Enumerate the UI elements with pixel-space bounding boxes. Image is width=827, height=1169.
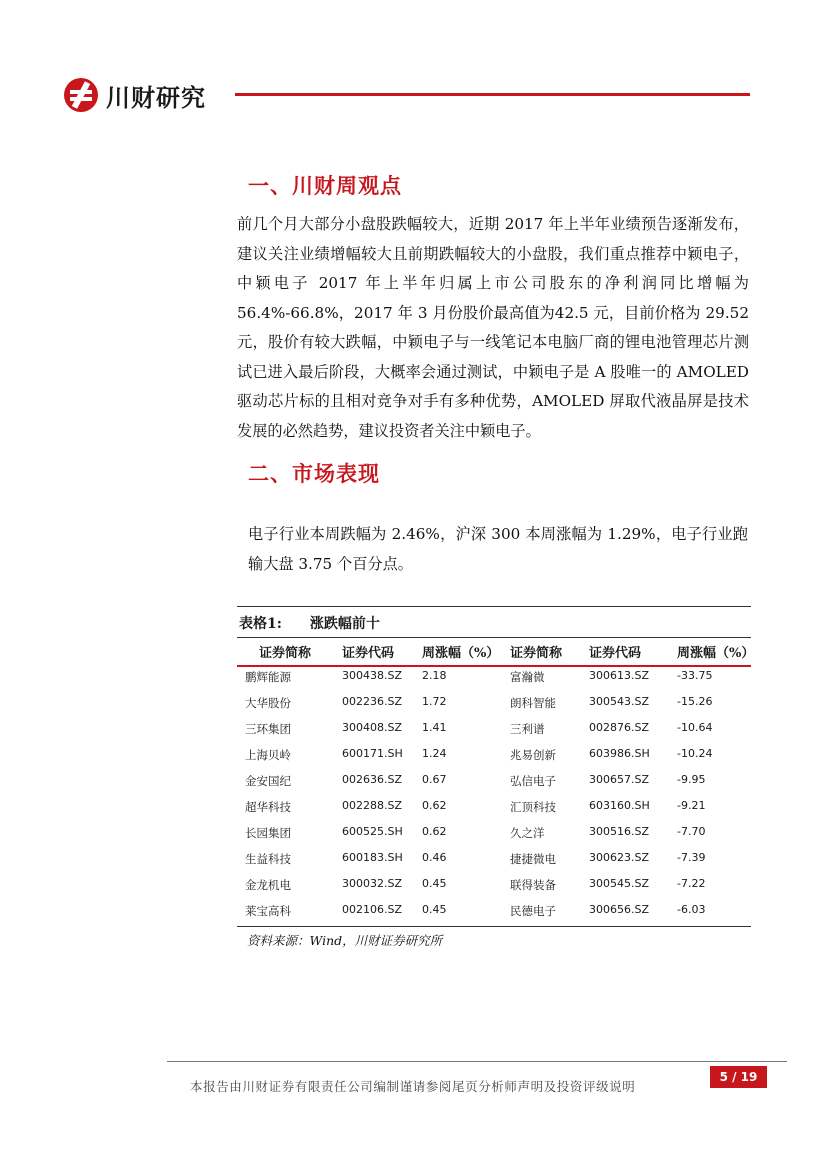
table-cell: 兆易创新 <box>510 748 556 762</box>
table-source: 资料来源：Wind，川财证券研究所 <box>247 933 443 948</box>
table-cell: 三利谱 <box>510 722 545 736</box>
table-cell: -7.70 <box>677 825 706 838</box>
table-cell: 长园集团 <box>245 826 291 840</box>
table-cell: 联得装备 <box>510 878 556 892</box>
table-row <box>237 695 751 721</box>
table-cell: 三环集团 <box>245 722 291 736</box>
table-cell: 久之洋 <box>510 826 545 840</box>
table-cell: 603160.SH <box>589 799 650 812</box>
page-number-badge: 5 / 19 <box>710 1066 767 1088</box>
table-cell: 300438.SZ <box>342 669 403 682</box>
table-cell: 002106.SZ <box>342 903 403 916</box>
section1-paragraph: 前几个月大部分小盘股跌幅较大，近期 2017 年上半年业绩预告逐渐发布，建议关注业绩增幅较大且前期跌幅较大的小盘股，我们重点推荐中颖电子，中颖电子 2017 年上半年归属上市公司股东的净利润同比增幅为56.4%-66.8%，2017 年 3 月份股价最高值为42.5 元，目前价格为 29.52 元，股价有较大跌幅，中颖电子与一线笔记本电脑厂商的锂电池管理芯片测试已进入最后阶段，大概率会通过测试，中颖电子是 A 股唯一的 AMOLED 驱动芯片标的且相对竞争对手有多种优势，AMOLED 屏取代液晶屏是技术发展的必然趋势，建议投资者关注中颖电子。 <box>237 215 749 440</box>
table-cell: 朗科智能 <box>510 696 556 710</box>
table-cell: 大华股份 <box>245 696 291 710</box>
table-row <box>237 851 751 877</box>
column-header: 周涨幅（%） <box>422 646 500 661</box>
header-divider <box>235 93 750 96</box>
table-title: 涨跌幅前十 <box>309 616 380 632</box>
table-cell: 0.45 <box>422 877 447 890</box>
table-cell: 0.62 <box>422 799 447 812</box>
table-cell: 300657.SZ <box>589 773 650 786</box>
column-header: 证券代码 <box>589 646 642 661</box>
table-row <box>237 825 751 851</box>
table-cell: 002288.SZ <box>342 799 403 812</box>
table-cell: 300623.SZ <box>589 851 650 864</box>
table-cell: 鹏辉能源 <box>245 670 291 684</box>
table-cell: -7.22 <box>677 877 706 890</box>
table-cell: 300656.SZ <box>589 903 650 916</box>
table-bottom-rule <box>237 926 751 927</box>
table-label: 表格1: <box>239 616 282 632</box>
table-cell: -9.95 <box>677 773 706 786</box>
table-row <box>237 721 751 747</box>
table-cell: 上海贝岭 <box>245 748 291 762</box>
table-cell: 300543.SZ <box>589 695 650 708</box>
table-caption-rule <box>237 637 751 638</box>
table-cell: 0.62 <box>422 825 447 838</box>
section2-heading: 二、市场表现 <box>248 461 380 486</box>
table-header-row <box>237 640 755 664</box>
brand-logo <box>64 74 206 116</box>
table-cell: 1.41 <box>422 721 447 734</box>
table-top-rule <box>237 606 751 607</box>
table-cell: -33.75 <box>677 669 713 682</box>
table-cell: 生益科技 <box>245 852 291 866</box>
table-cell: 300032.SZ <box>342 877 403 890</box>
top-movers-table <box>237 606 755 956</box>
table-cell: 2.18 <box>422 669 447 682</box>
table-cell: 捷捷微电 <box>510 852 556 866</box>
table-cell: -15.26 <box>677 695 713 708</box>
table-cell: 300516.SZ <box>589 825 650 838</box>
table-cell: 民德电子 <box>510 904 556 918</box>
table-cell: 300408.SZ <box>342 721 403 734</box>
table-cell: -7.39 <box>677 851 706 864</box>
footer-disclaimer: 本报告由川财证券有限责任公司编制谨请参阅尾页分析师声明及投资评级说明 <box>190 1079 636 1094</box>
footer-divider <box>167 1061 787 1062</box>
table-cell: 金安国纪 <box>245 774 291 788</box>
table-cell: 0.46 <box>422 851 447 864</box>
table-cell: 600525.SH <box>342 825 403 838</box>
table-cell: -10.24 <box>677 747 713 760</box>
table-cell: 富瀚微 <box>510 670 545 684</box>
table-row <box>237 773 751 799</box>
column-header: 证券简称 <box>259 646 312 661</box>
section1-heading: 一、川财周观点 <box>248 173 402 198</box>
table-cell: 002876.SZ <box>589 721 650 734</box>
column-header: 周涨幅（%） <box>677 646 755 661</box>
table-cell: 300613.SZ <box>589 669 650 682</box>
table-cell: -6.03 <box>677 903 706 916</box>
table-cell: -9.21 <box>677 799 706 812</box>
table-cell: 超华科技 <box>245 800 291 814</box>
table-row <box>237 877 751 903</box>
logo-icon <box>64 78 98 112</box>
column-header: 证券代码 <box>342 646 395 661</box>
table-cell: 002636.SZ <box>342 773 403 786</box>
section2-paragraph: 电子行业本周跌幅为 2.46%，沪深 300 本周涨幅为 1.29%，电子行业跑输大盘 3.75 个百分点。 <box>248 525 748 573</box>
table-cell: -10.64 <box>677 721 713 734</box>
table-row <box>237 799 751 825</box>
table-cell: 1.72 <box>422 695 447 708</box>
table-cell: 1.24 <box>422 747 447 760</box>
table-cell: 600171.SH <box>342 747 403 760</box>
table-cell: 莱宝高科 <box>245 904 291 918</box>
table-cell: 002236.SZ <box>342 695 403 708</box>
column-header: 证券简称 <box>510 646 563 661</box>
table-cell: 600183.SH <box>342 851 403 864</box>
table-cell: 0.67 <box>422 773 447 786</box>
table-cell: 汇顶科技 <box>510 800 556 814</box>
table-cell: 金龙机电 <box>245 878 291 892</box>
table-cell: 300545.SZ <box>589 877 650 890</box>
table-cell: 0.45 <box>422 903 447 916</box>
table-cell: 弘信电子 <box>510 774 556 788</box>
table-header-rule <box>237 665 751 667</box>
logo-text: 川财研究 <box>106 83 206 112</box>
table-caption <box>239 613 380 633</box>
table-row <box>237 747 751 773</box>
table-cell: 603986.SH <box>589 747 650 760</box>
table-row <box>237 669 751 695</box>
